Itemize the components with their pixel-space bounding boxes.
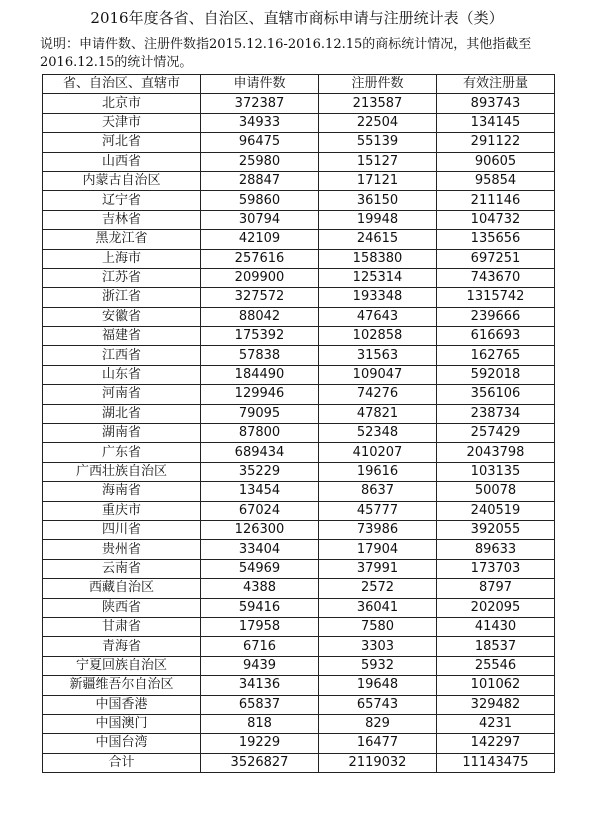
table-row (43, 540, 555, 559)
applications-cell: 818 (201, 714, 319, 733)
table-row (43, 94, 555, 113)
region-cell: 广东省 (43, 443, 201, 462)
table-body (43, 94, 555, 773)
valid-registrations-cell: 257429 (437, 424, 555, 443)
applications-cell: 59860 (201, 191, 319, 210)
registrations-cell: 36150 (319, 191, 437, 210)
applications-cell: 126300 (201, 520, 319, 539)
registrations-cell: 19648 (319, 676, 437, 695)
valid-registrations-cell: 202095 (437, 598, 555, 617)
valid-registrations-cell: 238734 (437, 404, 555, 423)
region-cell: 云南省 (43, 559, 201, 578)
region-cell: 河南省 (43, 385, 201, 404)
registrations-cell: 74276 (319, 385, 437, 404)
table-row (43, 482, 555, 501)
header-region: 省、自治区、直辖市 (43, 75, 201, 94)
region-cell: 合计 (43, 753, 201, 772)
valid-registrations-cell: 697251 (437, 249, 555, 268)
applications-cell: 184490 (201, 365, 319, 384)
valid-registrations-cell: 211146 (437, 191, 555, 210)
region-cell: 宁夏回族自治区 (43, 656, 201, 675)
registrations-cell: 17121 (319, 171, 437, 190)
registrations-cell: 410207 (319, 443, 437, 462)
table-row (43, 346, 555, 365)
registrations-cell: 55139 (319, 133, 437, 152)
applications-cell: 34933 (201, 113, 319, 132)
region-cell: 新疆维吾尔自治区 (43, 676, 201, 695)
table-row (43, 714, 555, 733)
region-cell: 上海市 (43, 249, 201, 268)
region-cell: 北京市 (43, 94, 201, 113)
valid-registrations-cell: 95854 (437, 171, 555, 190)
applications-cell: 30794 (201, 210, 319, 229)
registrations-cell: 22504 (319, 113, 437, 132)
registrations-cell: 16477 (319, 734, 437, 753)
valid-registrations-cell: 173703 (437, 559, 555, 578)
registrations-cell: 5932 (319, 656, 437, 675)
region-cell: 西藏自治区 (43, 579, 201, 598)
registrations-cell: 102858 (319, 327, 437, 346)
table-row (43, 365, 555, 384)
applications-cell: 88042 (201, 307, 319, 326)
applications-cell: 6716 (201, 637, 319, 656)
region-cell: 安徽省 (43, 307, 201, 326)
region-cell: 中国香港 (43, 695, 201, 714)
valid-registrations-cell: 329482 (437, 695, 555, 714)
valid-registrations-cell: 135656 (437, 230, 555, 249)
applications-cell: 28847 (201, 171, 319, 190)
document-title: 2016年度各省、自治区、直辖市商标申请与注册统计表（类） (90, 9, 504, 27)
registrations-cell: 3303 (319, 637, 437, 656)
table-row (43, 462, 555, 481)
table-row (43, 152, 555, 171)
region-cell: 重庆市 (43, 501, 201, 520)
valid-registrations-cell: 104732 (437, 210, 555, 229)
applications-cell: 175392 (201, 327, 319, 346)
registrations-cell: 8637 (319, 482, 437, 501)
region-cell: 青海省 (43, 637, 201, 656)
valid-registrations-cell: 103135 (437, 462, 555, 481)
registrations-cell: 37991 (319, 559, 437, 578)
region-cell: 海南省 (43, 482, 201, 501)
registrations-cell: 19616 (319, 462, 437, 481)
table-row (43, 268, 555, 287)
applications-cell: 4388 (201, 579, 319, 598)
registrations-cell: 213587 (319, 94, 437, 113)
registrations-cell: 158380 (319, 249, 437, 268)
registrations-cell: 47821 (319, 404, 437, 423)
valid-registrations-cell: 1315742 (437, 288, 555, 307)
region-cell: 河北省 (43, 133, 201, 152)
applications-cell: 25980 (201, 152, 319, 171)
valid-registrations-cell: 11143475 (437, 753, 555, 772)
table-row (43, 404, 555, 423)
region-cell: 江西省 (43, 346, 201, 365)
applications-cell: 689434 (201, 443, 319, 462)
valid-registrations-cell: 134145 (437, 113, 555, 132)
valid-registrations-cell: 392055 (437, 520, 555, 539)
valid-registrations-cell: 616693 (437, 327, 555, 346)
valid-registrations-cell: 18537 (437, 637, 555, 656)
region-cell: 甘肃省 (43, 617, 201, 636)
region-cell: 湖南省 (43, 424, 201, 443)
valid-registrations-cell: 893743 (437, 94, 555, 113)
applications-cell: 19229 (201, 734, 319, 753)
table-row (43, 501, 555, 520)
valid-registrations-cell: 25546 (437, 656, 555, 675)
valid-registrations-cell: 240519 (437, 501, 555, 520)
region-cell: 中国澳门 (43, 714, 201, 733)
registrations-cell: 47643 (319, 307, 437, 326)
registrations-cell: 15127 (319, 152, 437, 171)
valid-registrations-cell: 356106 (437, 385, 555, 404)
registrations-cell: 36041 (319, 598, 437, 617)
table-row (43, 133, 555, 152)
table-row (43, 191, 555, 210)
applications-cell: 67024 (201, 501, 319, 520)
applications-cell: 87800 (201, 424, 319, 443)
applications-cell: 257616 (201, 249, 319, 268)
table-row (43, 598, 555, 617)
registrations-cell: 193348 (319, 288, 437, 307)
table-row (43, 676, 555, 695)
valid-registrations-cell: 41430 (437, 617, 555, 636)
table-row (43, 443, 555, 462)
table-row (43, 210, 555, 229)
region-cell: 陕西省 (43, 598, 201, 617)
table-row (43, 559, 555, 578)
valid-registrations-cell: 142297 (437, 734, 555, 753)
applications-cell: 3526827 (201, 753, 319, 772)
registrations-cell: 829 (319, 714, 437, 733)
registrations-cell: 125314 (319, 268, 437, 287)
applications-cell: 17958 (201, 617, 319, 636)
applications-cell: 13454 (201, 482, 319, 501)
applications-cell: 33404 (201, 540, 319, 559)
applications-cell: 96475 (201, 133, 319, 152)
region-cell: 山东省 (43, 365, 201, 384)
region-cell: 福建省 (43, 327, 201, 346)
region-cell: 黑龙江省 (43, 230, 201, 249)
registrations-cell: 52348 (319, 424, 437, 443)
region-cell: 山西省 (43, 152, 201, 171)
valid-registrations-cell: 50078 (437, 482, 555, 501)
applications-cell: 209900 (201, 268, 319, 287)
region-cell: 中国台湾 (43, 734, 201, 753)
registrations-cell: 45777 (319, 501, 437, 520)
table-row (43, 656, 555, 675)
applications-cell: 327572 (201, 288, 319, 307)
valid-registrations-cell: 101062 (437, 676, 555, 695)
valid-registrations-cell: 90605 (437, 152, 555, 171)
table-row (43, 424, 555, 443)
table-row (43, 520, 555, 539)
registrations-cell: 2572 (319, 579, 437, 598)
applications-cell: 59416 (201, 598, 319, 617)
table-row (43, 230, 555, 249)
applications-cell: 372387 (201, 94, 319, 113)
applications-cell: 54969 (201, 559, 319, 578)
statistics-table (42, 74, 555, 773)
region-cell: 浙江省 (43, 288, 201, 307)
applications-cell: 129946 (201, 385, 319, 404)
valid-registrations-cell: 2043798 (437, 443, 555, 462)
table-row (43, 113, 555, 132)
header-valid-registrations: 有效注册量 (437, 75, 555, 94)
applications-cell: 79095 (201, 404, 319, 423)
applications-cell: 9439 (201, 656, 319, 675)
header-applications: 申请件数 (201, 75, 319, 94)
valid-registrations-cell: 743670 (437, 268, 555, 287)
table-row (43, 288, 555, 307)
region-cell: 江苏省 (43, 268, 201, 287)
registrations-cell: 17904 (319, 540, 437, 559)
applications-cell: 65837 (201, 695, 319, 714)
table-row (43, 249, 555, 268)
valid-registrations-cell: 4231 (437, 714, 555, 733)
document-note: 说明：申请件数、注册件数指2015.12.16-2016.12.15的商标统计情况，其他指截至2016.12.15的统计情况。 (40, 37, 532, 70)
valid-registrations-cell: 239666 (437, 307, 555, 326)
registrations-cell: 109047 (319, 365, 437, 384)
valid-registrations-cell: 89633 (437, 540, 555, 559)
region-cell: 贵州省 (43, 540, 201, 559)
region-cell: 天津市 (43, 113, 201, 132)
region-cell: 辽宁省 (43, 191, 201, 210)
table-row (43, 171, 555, 190)
registrations-cell: 73986 (319, 520, 437, 539)
applications-cell: 42109 (201, 230, 319, 249)
applications-cell: 35229 (201, 462, 319, 481)
region-cell: 广西壮族自治区 (43, 462, 201, 481)
table-row (43, 385, 555, 404)
registrations-cell: 65743 (319, 695, 437, 714)
table-row (43, 617, 555, 636)
table-row (43, 579, 555, 598)
registrations-cell: 19948 (319, 210, 437, 229)
registrations-cell: 2119032 (319, 753, 437, 772)
table-row (43, 327, 555, 346)
registrations-cell: 24615 (319, 230, 437, 249)
table-row (43, 734, 555, 753)
valid-registrations-cell: 162765 (437, 346, 555, 365)
total-row (43, 753, 555, 772)
region-cell: 四川省 (43, 520, 201, 539)
valid-registrations-cell: 291122 (437, 133, 555, 152)
table-row (43, 695, 555, 714)
region-cell: 内蒙古自治区 (43, 171, 201, 190)
table-row (43, 307, 555, 326)
table-row (43, 637, 555, 656)
valid-registrations-cell: 8797 (437, 579, 555, 598)
registrations-cell: 7580 (319, 617, 437, 636)
applications-cell: 57838 (201, 346, 319, 365)
applications-cell: 34136 (201, 676, 319, 695)
region-cell: 湖北省 (43, 404, 201, 423)
valid-registrations-cell: 592018 (437, 365, 555, 384)
region-cell: 吉林省 (43, 210, 201, 229)
table-header-row (43, 75, 555, 94)
registrations-cell: 31563 (319, 346, 437, 365)
header-registrations: 注册件数 (319, 75, 437, 94)
